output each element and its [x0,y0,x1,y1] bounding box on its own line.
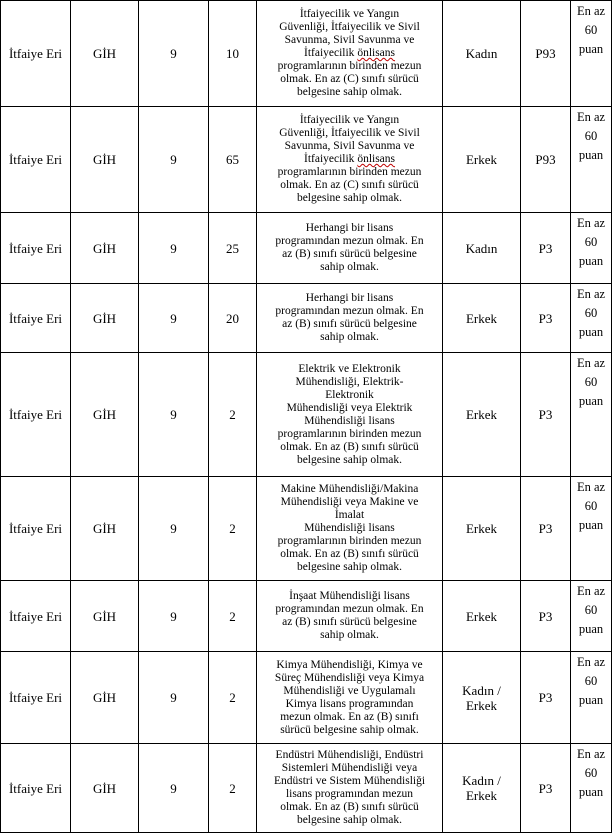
table-row [1,353,612,477]
min-score-cell-line: puan [578,785,604,799]
requirement-cell-line: programlarının birinden mezun [277,166,422,178]
min-score-cell-line: En az [576,4,606,18]
min-score-cell-line: puan [578,518,604,532]
table-row [1,744,612,833]
score-type-cell: P3 [521,744,571,833]
requirement-cell-line: Güvenliği, İtfaiyecilik ve Sivil [279,127,420,139]
requirement-cell-line: sahip olmak. [320,629,379,641]
class-cell: GİH [71,213,139,284]
requirement-cell-line: programından mezun olmak. En [275,305,424,317]
min-score-cell-line: puan [578,148,604,162]
min-score-cell-line: En az [576,287,606,301]
gender-cell [443,652,521,744]
position-cell: İtfaiye Eri [1,744,71,833]
requirement-cell-line: programlarının birinden mezun [277,60,422,72]
quota-cell: 2 [209,652,257,744]
class-cell: GİH [71,477,139,581]
requirement-cell-line: belgesine sahip olmak. [296,192,403,204]
requirement-cell-line: programından mezun olmak. En [275,235,424,247]
gender-cell: Erkek [443,353,521,477]
score-type-cell: P3 [521,213,571,284]
class-cell: GİH [71,744,139,833]
requirement-cell-line: Güvenliği, İtfaiyecilik ve Sivil [279,21,420,33]
position-cell: İtfaiye Eri [1,107,71,213]
gender-cell [443,744,521,833]
spellcheck-underline: önlisans [357,153,396,165]
requirement-cell-line: Kimya lisans programından [285,697,414,710]
class-cell: GİH [71,353,139,477]
requirement-cell-line: Mühendisliği veya Makine ve [280,496,419,508]
requirement-cell-line: sürücü belgesine sahip olmak. [280,723,419,736]
min-score-cell-line: 60 [584,23,598,37]
quota-cell: 2 [209,353,257,477]
position-cell: İtfaiye Eri [1,477,71,581]
gender-cell-line: Kadın / [462,773,501,788]
requirement-cell [257,652,443,744]
position-cell: İtfaiye Eri [1,1,71,107]
score-type-cell: P93 [521,1,571,107]
requirement-cell-line: sahip olmak. [320,331,379,343]
position-cell: İtfaiye Eri [1,284,71,353]
quota-cell: 2 [209,477,257,581]
requirement-cell-line: Endüstri Mühendisliği, Endüstri [275,749,424,761]
score-type-cell: P93 [521,107,571,213]
grade-cell: 9 [139,744,209,833]
gender-cell: Kadın [443,1,521,107]
requirement-cell [257,1,443,107]
requirement-cell-line: Mühendisliği ve Uygulamalı [283,684,416,697]
min-score-cell-line: 60 [584,235,598,249]
score-type-cell: P3 [521,353,571,477]
quota-cell: 25 [209,213,257,284]
requirement-cell [257,284,443,353]
gender-cell-line: Erkek [465,788,498,803]
score-type-cell: P3 [521,652,571,744]
gender-cell: Erkek [443,107,521,213]
min-score-cell-line: puan [578,325,604,339]
requirement-cell [257,744,443,833]
requirement-cell-line: belgesine sahip olmak. [296,561,403,573]
min-score-cell-line: En az [576,356,606,370]
requirement-cell-line: Herhangi bir lisans [305,292,394,304]
requirement-cell-line: programından mezun olmak. En [275,603,424,615]
spellcheck-underline: önlisans [357,47,396,59]
min-score-cell-line: En az [576,655,606,669]
requirement-cell-line: olmak. En az (B) sınıfı sürücü [280,440,419,453]
score-type-cell: P3 [521,284,571,353]
requirement-cell-line: olmak. En az (B) sınıfı sürücü [280,801,419,813]
min-score-cell-line: puan [578,42,604,56]
position-cell: İtfaiye Eri [1,353,71,477]
requirement-cell [257,581,443,652]
gender-cell: Kadın [443,213,521,284]
min-score-cell-line: En az [576,110,606,124]
requirement-cell [257,107,443,213]
position-cell: İtfaiye Eri [1,652,71,744]
grade-cell: 9 [139,353,209,477]
gender-cell-line: Kadın / [462,682,501,698]
requirement-cell-line: Elektronik [325,388,374,401]
requirement-cell-line: Mühendisliği lisans [304,414,395,427]
requirement-cell-line: sahip olmak. [320,261,379,273]
class-cell: GİH [71,581,139,652]
class-cell: GİH [71,1,139,107]
requirement-cell-line: Savunma, Sivil Savunma ve [284,34,415,46]
min-score-cell-line: 60 [584,129,598,143]
table-row [1,1,612,107]
min-score-cell-line: puan [578,693,604,707]
quota-cell: 2 [209,744,257,833]
min-score-cell-line: 60 [584,499,598,513]
quota-cell: 20 [209,284,257,353]
table-body [1,1,612,833]
requirement-cell-line: Elektrik ve Elektronik [298,362,401,375]
grade-cell: 9 [139,213,209,284]
requirement-cell-line: belgesine sahip olmak. [296,814,403,826]
gender-cell: Erkek [443,581,521,652]
min-score-cell [571,581,612,652]
min-score-cell [571,744,612,833]
quota-cell: 65 [209,107,257,213]
requirement-cell-line: İtfaiyecilik önlisans [303,47,396,59]
requirement-cell-line: Mühendisliği lisans [304,522,395,534]
requirement-cell-line: Herhangi bir lisans [305,222,394,234]
table-row [1,581,612,652]
min-score-cell-line: puan [578,394,604,408]
min-score-cell [571,1,612,107]
requirement-cell-line: İtfaiyecilik ve Yangın [299,114,400,126]
min-score-cell-line: puan [578,622,604,636]
table-row [1,284,612,353]
grade-cell: 9 [139,477,209,581]
requirement-cell-line: az (B) sınıfı sürücü belgesine [282,318,417,330]
requirement-cell-line: Süreç Mühendisliği veya Kimya [274,671,425,684]
min-score-cell-line: 60 [584,766,598,780]
min-score-cell-line: 60 [584,674,598,688]
min-score-cell-line: En az [576,584,606,598]
min-score-cell [571,477,612,581]
min-score-cell-line: En az [576,216,606,230]
requirement-cell-line: mezun olmak. En az (B) sınıfı [280,710,419,723]
requirement-cell-line: İmalat [334,509,365,521]
gender-cell-line: Erkek [465,697,498,713]
requirement-cell-line: lisans programından mezun [285,788,414,800]
requirement-cell-line: belgesine sahip olmak. [296,86,403,98]
grade-cell: 9 [139,581,209,652]
requirement-cell-line: programlarının birinden mezun [277,535,422,547]
min-score-cell [571,213,612,284]
requirement-cell-line: İtfaiyecilik ve Yangın [299,8,400,20]
table-row [1,213,612,284]
min-score-cell [571,284,612,353]
gender-cell: Erkek [443,284,521,353]
position-cell: İtfaiye Eri [1,213,71,284]
min-score-cell [571,652,612,744]
table-row [1,107,612,213]
requirement-cell-line: az (B) sınıfı sürücü belgesine [282,616,417,628]
requirement-cell-line: az (B) sınıfı sürücü belgesine [282,248,417,260]
position-cell: İtfaiye Eri [1,581,71,652]
class-cell: GİH [71,284,139,353]
requirement-cell-line: Makine Mühendisliği/Makina [280,483,419,495]
min-score-cell-line: puan [578,254,604,268]
quota-cell: 10 [209,1,257,107]
min-score-cell-line: 60 [584,306,598,320]
requirement-cell [257,353,443,477]
score-type-cell: P3 [521,477,571,581]
grade-cell: 9 [139,107,209,213]
score-type-cell: P3 [521,581,571,652]
requirement-cell [257,213,443,284]
table-row [1,477,612,581]
requirement-cell-line: olmak. En az (C) sınıfı sürücü [280,179,419,191]
min-score-cell-line: En az [576,747,606,761]
min-score-cell [571,353,612,477]
requirement-cell-line: Savunma, Sivil Savunma ve [284,140,415,152]
requirement-cell-line: programlarının birinden mezun [277,427,422,440]
requirement-cell-line: Mühendisliği, Elektrik- [295,375,404,388]
requirement-cell-line: olmak. En az (B) sınıfı sürücü [280,548,419,560]
class-cell: GİH [71,652,139,744]
grade-cell: 9 [139,652,209,744]
requirement-cell-line: Mühendisliği veya Elektrik [286,401,413,414]
requirement-cell-line: Kimya Mühendisliği, Kimya ve [276,658,423,671]
requirement-cell-line: Sistemleri Mühendisliği veya [281,762,418,774]
quota-cell: 2 [209,581,257,652]
requirement-cell-line: olmak. En az (C) sınıfı sürücü [280,73,419,85]
requirement-cell [257,477,443,581]
requirement-cell-line: İtfaiyecilik önlisans [303,153,396,165]
table-row [1,652,612,744]
requirement-cell-line: Endüstri ve Sistem Mühendisliği [273,775,426,787]
min-score-cell-line: En az [576,480,606,494]
requirement-cell-line: İnşaat Mühendisliği lisans [289,590,410,602]
min-score-cell-line: 60 [584,603,598,617]
class-cell: GİH [71,107,139,213]
min-score-cell [571,107,612,213]
grade-cell: 9 [139,1,209,107]
gender-cell: Erkek [443,477,521,581]
min-score-cell-line: 60 [584,375,598,389]
grade-cell: 9 [139,284,209,353]
requirement-cell-line: belgesine sahip olmak. [296,453,403,466]
